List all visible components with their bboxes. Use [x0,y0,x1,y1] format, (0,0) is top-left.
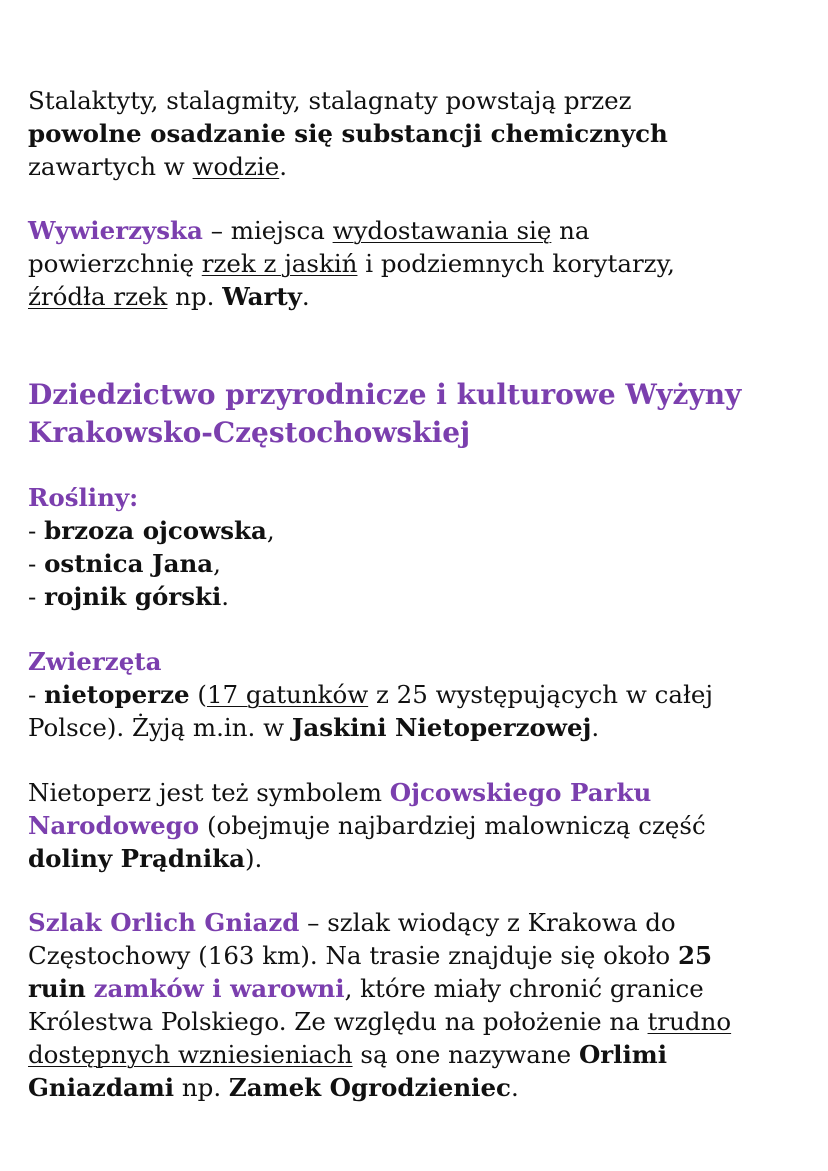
wywierzyska-line-1 [28,214,808,247]
trail-underline: trudno [647,1007,732,1036]
wywierzyska-text: na [551,216,590,245]
wywierzyska-underline: źródła rzek [28,282,168,311]
intro-line-1: Stalaktyty, stalagmity, stalagnaty powstają przez [28,86,632,115]
wywierzyska-period: . [301,282,310,311]
ruins-count: 25 [677,941,713,970]
intro-text: zawartych w [28,152,193,181]
species-count: 17 gatunków [206,680,369,709]
trail-underline: dostępnych wzniesieniach [28,1040,353,1069]
symbol-line-2 [28,809,808,842]
ruins-word: ruin [28,974,86,1003]
animals-label: Zwierzęta [28,647,162,676]
animals-line-1 [28,678,808,711]
plant-name: brzoza ojcowska [44,516,267,545]
symbol-text: Nietoperz jest też symbolem [28,778,390,807]
wywierzyska-paragraph [28,214,808,313]
wywierzyska-underline: rzek z jaskiń [201,249,358,278]
trail-line-1 [28,906,808,939]
symbol-paragraph [28,776,808,875]
intro-paragraph [28,84,808,183]
wywierzyska-line-2 [28,247,808,280]
animals-text: z 25 występujących w całej [368,680,713,709]
castle-name: Zamek Ogrodzieniec [228,1073,511,1102]
symbol-line-3 [28,842,808,875]
symbol-text: (obejmuje najbardziej malowniczą część [199,811,706,840]
plants-section [28,481,808,613]
animals-text: Polsce). Żyją m.in. w [28,713,292,742]
animals-period: . [591,713,600,742]
symbol-text: ). [244,844,263,873]
list-dash: - [28,582,45,611]
castles-term: zamków i warowni [93,974,345,1003]
trail-line-6 [28,1071,808,1104]
eagle-nests-term: Orlimi [578,1040,668,1069]
trail-text: np. [174,1073,229,1102]
list-dash: - [28,549,45,578]
trail-line-2 [28,939,808,972]
wywierzyska-underline: wydostawania się [332,216,552,245]
intro-line-2: powolne osadzanie się substancji chemicznych [28,119,668,148]
wywierzyska-line-3 [28,280,808,313]
animals-section [28,645,808,744]
wywierzyska-text: powierzchnię [28,249,202,278]
trail-line-5 [28,1038,808,1071]
trail-text: są one nazywane [352,1040,579,1069]
intro-line-3 [28,150,808,183]
list-punct: , [266,516,275,545]
list-item [28,580,808,613]
trail-paragraph [28,906,808,1104]
trail-text: , które miały chronić granice [344,974,704,1003]
trail-text: Królestwa Polskiego. Ze względu na położenie na [28,1007,648,1036]
wywierzyska-text: – miejsca [202,216,333,245]
animals-text: ( [189,680,207,709]
trail-text [86,974,94,1003]
list-dash: - [28,516,45,545]
trail-line-4 [28,1005,808,1038]
wywierzyska-text: i podziemnych korytarzy, [357,249,675,278]
trail-line-3 [28,972,808,1005]
plant-name: ostnica Jana [44,549,214,578]
list-item [28,547,808,580]
list-dash: - [28,680,45,709]
animals-line-2 [28,711,808,744]
heading-line-2: Krakowsko-Częstochowskiej [28,416,471,449]
trail-period: . [510,1073,519,1102]
plant-name: rojnik górski [44,582,222,611]
animal-name: nietoperze [44,680,190,709]
symbol-line-1 [28,776,808,809]
heading-line-1: Dziedzictwo przyrodnicze i kulturowe Wyżyny [28,378,742,411]
trail-text: – szlak wiodący z Krakowa do [299,908,676,937]
valley-name: doliny Prądnika [28,844,245,873]
park-name: Ojcowskiego Parku [389,778,652,807]
list-punct: . [221,582,230,611]
trail-name: Szlak Orlich Gniazd [28,908,300,937]
park-name: Narodowego [28,811,200,840]
trail-text: Częstochowy (163 km). Na trasie znajduje się około [28,941,678,970]
list-item [28,514,808,547]
section-heading [28,376,808,452]
water-term: wodzie [192,152,280,181]
cave-name: Jaskini Nietoperzowej [291,713,592,742]
intro-period: . [279,152,287,181]
warta-term: Warty [222,282,302,311]
list-punct: , [213,549,221,578]
wywierzyska-text: np. [167,282,223,311]
eagle-nests-term: Gniazdami [28,1073,175,1102]
wywierzyska-term: Wywierzyska [28,216,203,245]
plants-label: Rośliny: [28,483,139,512]
